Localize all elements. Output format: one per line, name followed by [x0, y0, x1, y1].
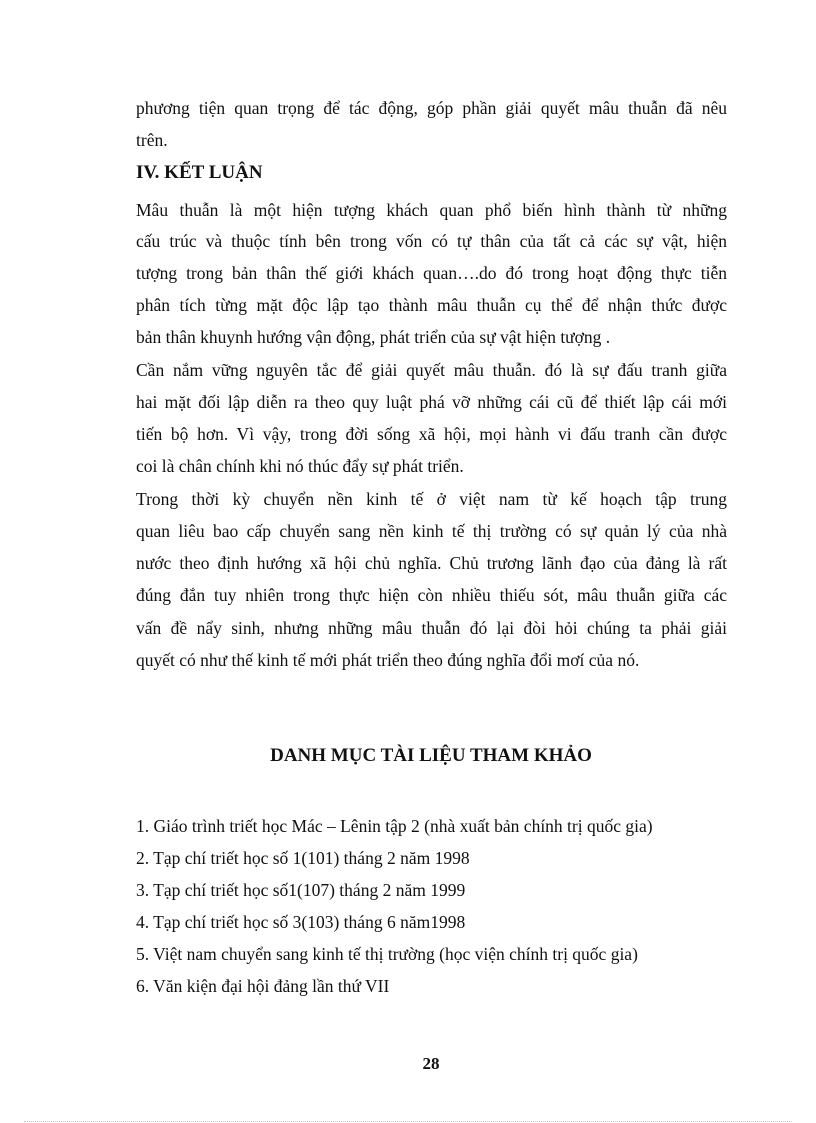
body-text-line: vấn đề nẩy sinh, nhưng những mâu thuẫn đó lại đòi hỏi chúng ta phải giải — [136, 618, 727, 638]
body-text-line: coi là chân chính khi nó thúc đẩy sự phát triển. — [136, 456, 464, 476]
body-text-line: đúng đắn tuy nhiên trong thực hiện còn nhiều thiếu sót, mâu thuẫn giữa các — [136, 585, 727, 605]
body-text-line: phương tiện quan trọng để tác động, góp phần giải quyết mâu thuẫn đã nêu — [136, 98, 727, 118]
body-text-line: Mâu thuẫn là một hiện tượng khách quan phổ biến hình thành từ những — [136, 200, 727, 220]
body-text-line: cấu trúc và thuộc tính bên trong vốn có tự thân của tất cả các sự vật, hiện — [136, 231, 727, 251]
body-text-line: quyết có như thế kinh tế mới phát triển theo đúng nghĩa đổi mơí của nó. — [136, 650, 640, 670]
body-text-line: quan liêu bao cấp chuyển sang nền kinh tế thị trường có sự quản lý của nhà — [136, 521, 727, 541]
body-text-line: Cần nắm vững nguyên tắc để giải quyết mâu thuẫn. đó là sự đấu tranh giữa — [136, 360, 727, 380]
references-heading: DANH MỤC TÀI LIỆU THAM KHẢO — [270, 745, 592, 766]
body-text-line: Trong thời kỳ chuyển nền kinh tế ở việt nam từ kế hoạch tập trung — [136, 489, 727, 509]
page-bottom-divider — [24, 1121, 792, 1122]
reference-item: 3. Tạp chí triết học số1(107) tháng 2 năm 1999 — [136, 880, 466, 900]
page-number: 28 — [422, 1054, 440, 1073]
body-text-line: nước theo định hướng xã hội chủ nghĩa. Chủ trương lãnh đạo của đảng là rất — [136, 553, 727, 573]
body-text-line: tiến bộ hơn. Vì vậy, trong đời sống xã hội, mọi hành vi đấu tranh cần được — [136, 424, 727, 444]
reference-item: 2. Tạp chí triết học số 1(101) tháng 2 năm 1998 — [136, 848, 470, 868]
body-text-line: tượng trong bản thân thế giới khách quan….do đó trong hoạt động thực tiễn — [136, 263, 727, 283]
reference-item: 4. Tạp chí triết học số 3(103) tháng 6 năm1998 — [136, 912, 466, 932]
body-text-line: bản thân khuynh hướng vận động, phát triển của sự vật hiện tượng . — [136, 327, 611, 347]
reference-item: 5. Việt nam chuyển sang kinh tế thị trường (học viện chính trị quốc gia) — [136, 944, 638, 964]
body-text-line: trên. — [136, 130, 168, 150]
section-heading: IV. KẾT LUẬN — [136, 162, 263, 183]
reference-item: 6. Văn kiện đại hội đảng lần thứ VII — [136, 976, 390, 996]
reference-item: 1. Giáo trình triết học Mác – Lênin tập 2 (nhà xuất bản chính trị quốc gia) — [136, 816, 653, 836]
body-text-line: hai mặt đối lập diễn ra theo quy luật phá vỡ những cái cũ để thiết lập cái mới — [136, 392, 727, 412]
body-text-line: phân tích từng mặt độc lập tạo thành mâu thuẫn cụ thể để nhận thức được — [136, 295, 727, 315]
